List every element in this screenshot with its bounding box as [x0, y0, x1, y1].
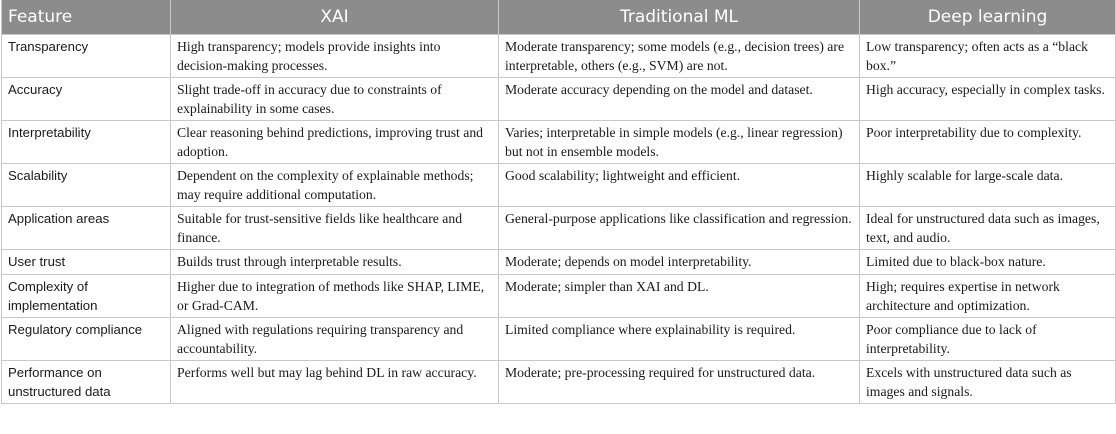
table-row	[2, 206, 1116, 249]
cell-xai: Suitable for trust-sensitive fields like healthcare and finance.	[171, 206, 499, 249]
cell-xai: Slight trade-off in accuracy due to constraints of explainability in some cases.	[171, 77, 499, 120]
cell-traditional-ml: Moderate accuracy depending on the model and dataset.	[499, 77, 860, 120]
cell-deep-learning: Excels with unstructured data such as images and signals.	[860, 360, 1116, 403]
table-row	[2, 77, 1116, 120]
cell-feature: Interpretability	[2, 120, 171, 163]
cell-deep-learning: Highly scalable for large-scale data.	[860, 163, 1116, 206]
table-row	[2, 34, 1116, 77]
cell-deep-learning: Low transparency; often acts as a “black box.”	[860, 34, 1116, 77]
cell-xai: Aligned with regulations requiring transparency and accountability.	[171, 317, 499, 360]
table-row	[2, 163, 1116, 206]
header-row	[2, 0, 1116, 34]
header-traditional-ml: Traditional ML	[499, 0, 860, 34]
cell-deep-learning: High; requires expertise in network architecture and optimization.	[860, 274, 1116, 317]
cell-traditional-ml: Moderate; pre-processing required for unstructured data.	[499, 360, 860, 403]
cell-feature: Accuracy	[2, 77, 171, 120]
table-row	[2, 360, 1116, 403]
cell-deep-learning: Poor interpretability due to complexity.	[860, 120, 1116, 163]
cell-feature: Scalability	[2, 163, 171, 206]
cell-xai: Clear reasoning behind predictions, improving trust and adoption.	[171, 120, 499, 163]
table-row	[2, 249, 1116, 274]
table-header	[2, 0, 1116, 34]
cell-feature: Complexity of implementation	[2, 274, 171, 317]
cell-xai: Dependent on the complexity of explainable methods; may require additional computation.	[171, 163, 499, 206]
cell-feature: Regulatory compliance	[2, 317, 171, 360]
cell-feature: User trust	[2, 249, 171, 274]
cell-traditional-ml: General-purpose applications like classification and regression.	[499, 206, 860, 249]
cell-xai: Builds trust through interpretable results.	[171, 249, 499, 274]
cell-traditional-ml: Moderate; depends on model interpretability.	[499, 249, 860, 274]
cell-traditional-ml: Moderate; simpler than XAI and DL.	[499, 274, 860, 317]
table-row	[2, 120, 1116, 163]
cell-deep-learning: High accuracy, especially in complex tasks.	[860, 77, 1116, 120]
cell-deep-learning: Limited due to black-box nature.	[860, 249, 1116, 274]
table-row	[2, 317, 1116, 360]
header-xai: XAI	[171, 0, 499, 34]
cell-feature: Performance on unstructured data	[2, 360, 171, 403]
cell-traditional-ml: Varies; interpretable in simple models (e.g., linear regression) but not in ensemble models.	[499, 120, 860, 163]
header-feature: Feature	[2, 0, 171, 34]
table-body	[2, 34, 1116, 403]
cell-traditional-ml: Moderate transparency; some models (e.g., decision trees) are interpretable, others (e.g., SVM) are not.	[499, 34, 860, 77]
cell-deep-learning: Poor compliance due to lack of interpretability.	[860, 317, 1116, 360]
cell-traditional-ml: Limited compliance where explainability is required.	[499, 317, 860, 360]
table-row	[2, 274, 1116, 317]
cell-feature: Application areas	[2, 206, 171, 249]
cell-xai: Performs well but may lag behind DL in raw accuracy.	[171, 360, 499, 403]
cell-feature: Transparency	[2, 34, 171, 77]
comparison-table	[1, 0, 1116, 404]
cell-traditional-ml: Good scalability; lightweight and efficient.	[499, 163, 860, 206]
header-deep-learning: Deep learning	[860, 0, 1116, 34]
cell-xai: Higher due to integration of methods like SHAP, LIME, or Grad-CAM.	[171, 274, 499, 317]
cell-xai: High transparency; models provide insights into decision-making processes.	[171, 34, 499, 77]
cell-deep-learning: Ideal for unstructured data such as images, text, and audio.	[860, 206, 1116, 249]
